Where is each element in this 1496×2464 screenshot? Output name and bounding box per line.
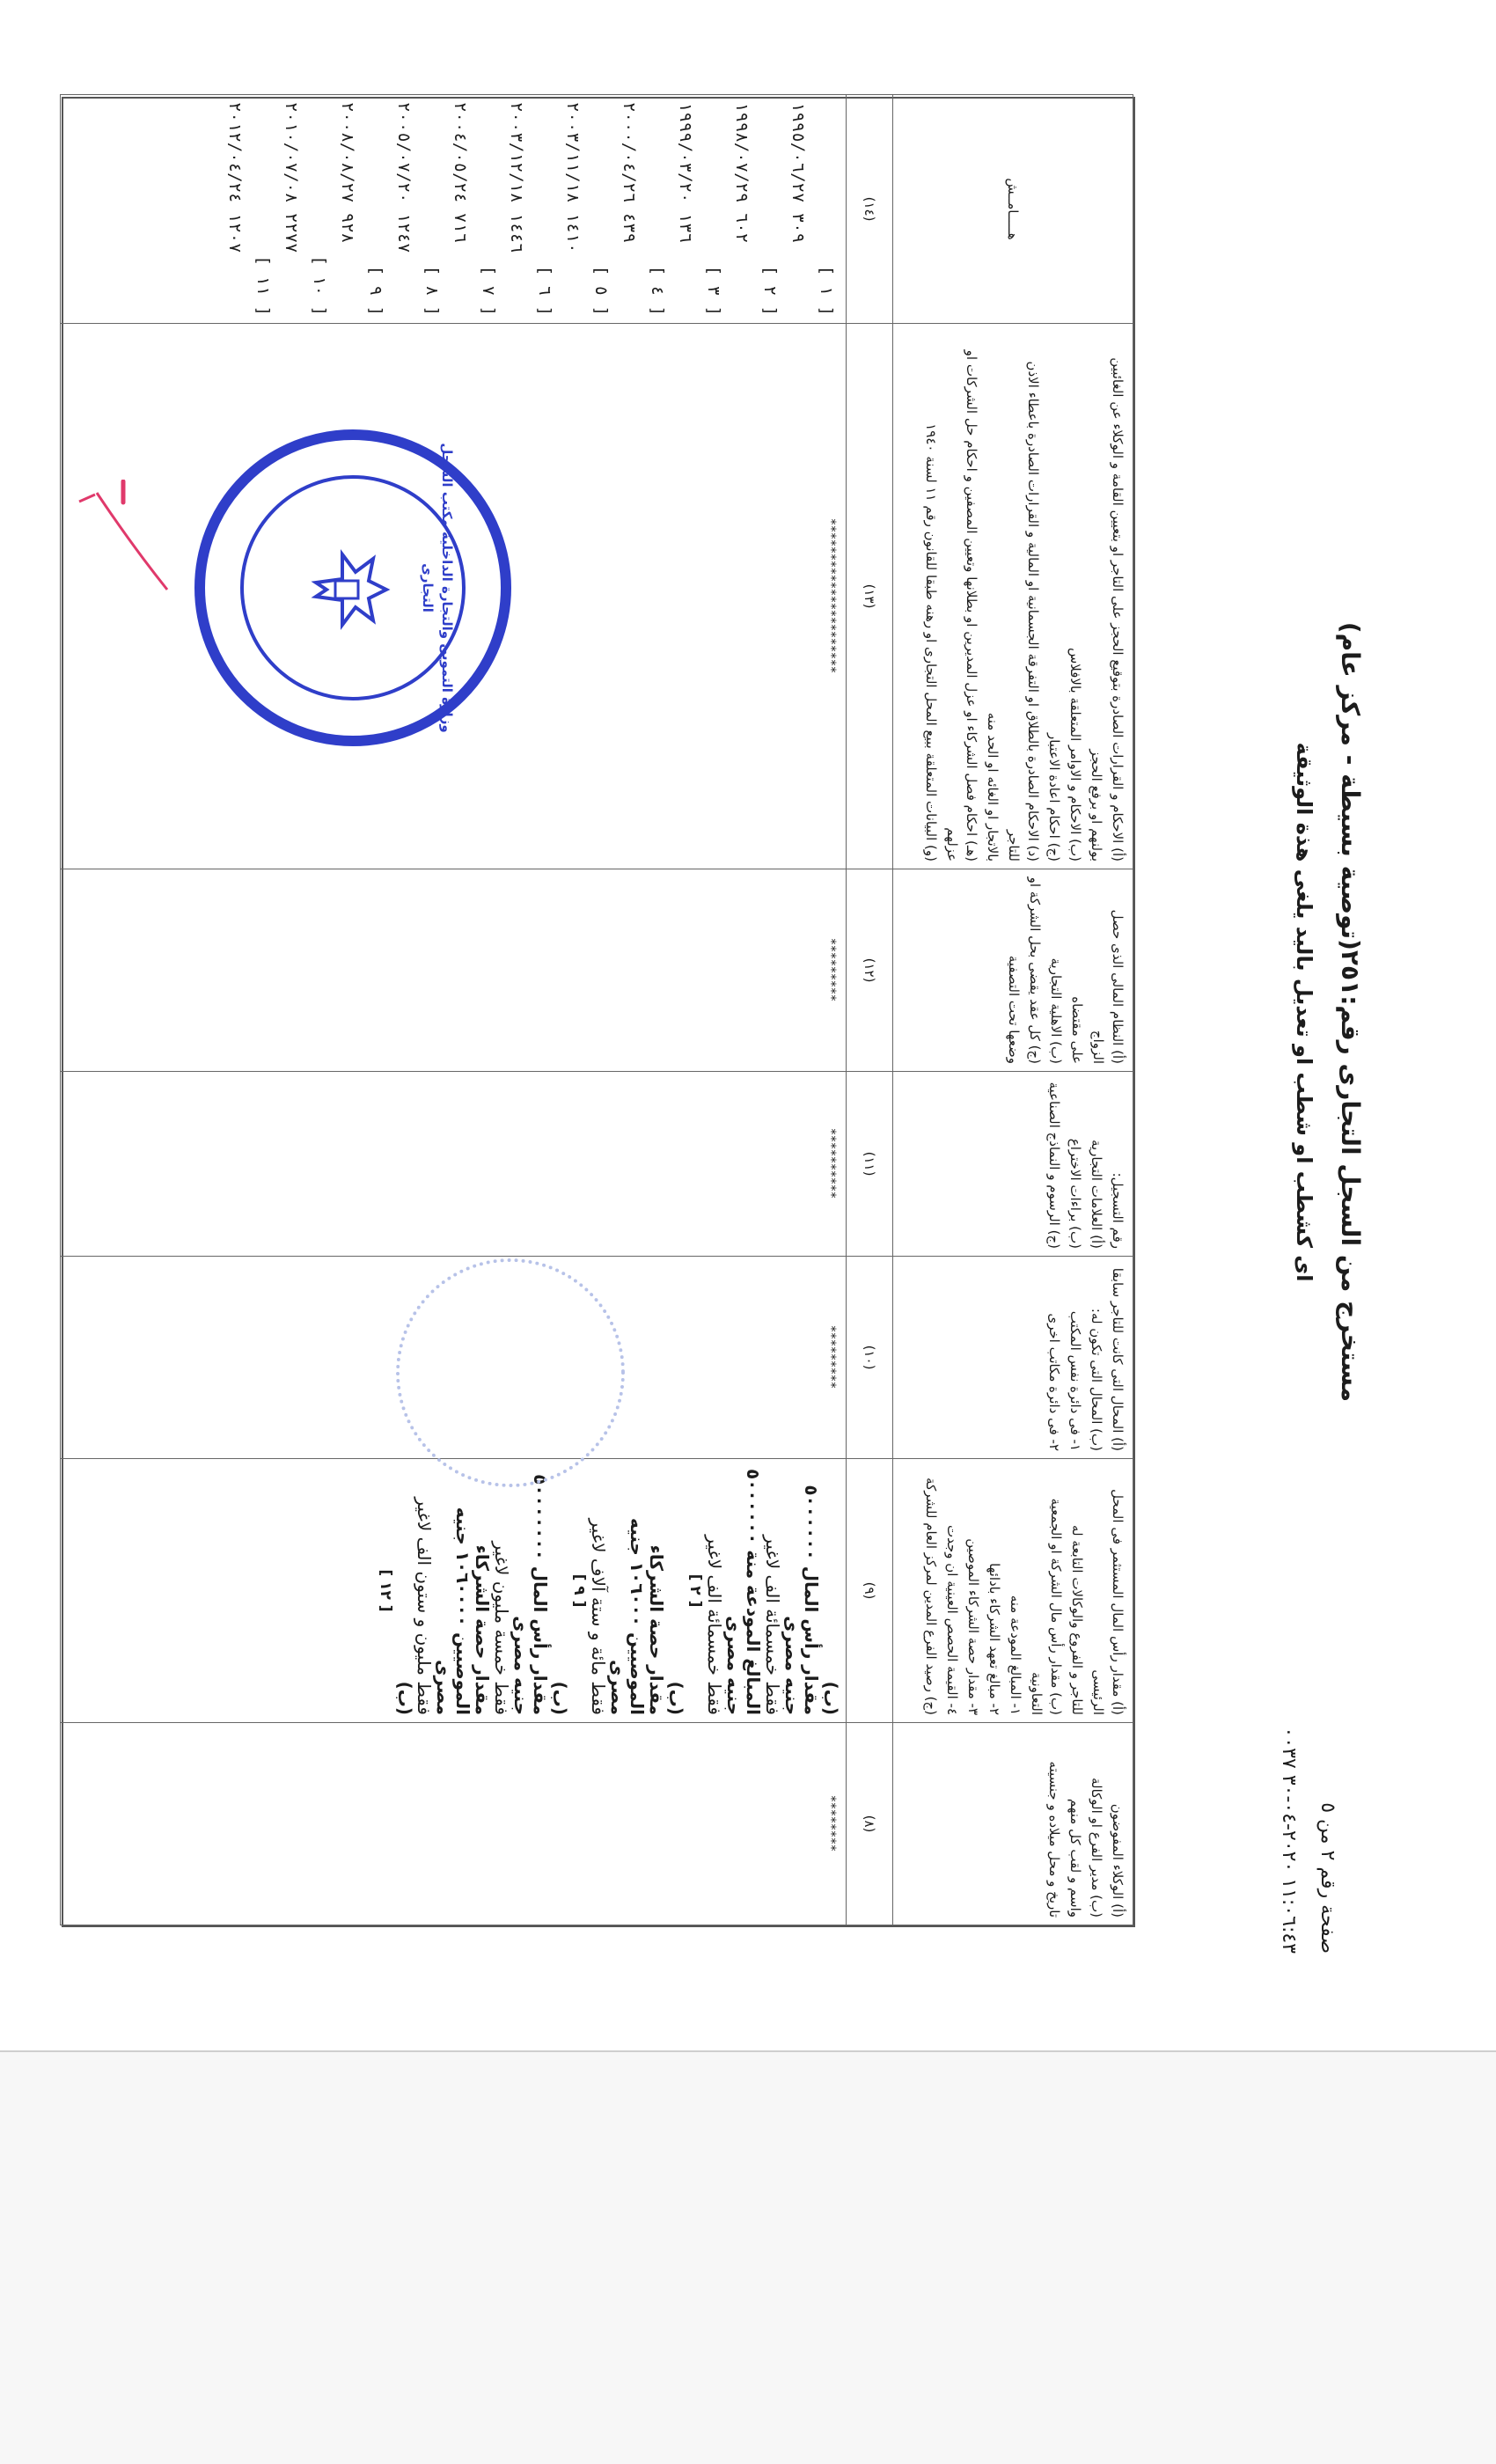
- col-11-line: رقم التسجيل:: [1110, 1172, 1126, 1249]
- col-8-stars: ********: [824, 1795, 838, 1852]
- col-10-line: (ب) المحال التى تكون له:: [1089, 1308, 1104, 1451]
- capital-ref: [ ٢ ]: [686, 1573, 704, 1608]
- margin-entry: ١٤٤٦ ٢٠٠٣/١٢/١٨: [507, 102, 526, 253]
- margin-ref: [ ٣ ]: [704, 265, 723, 316]
- capital-line: فقط مائة و ستة آلاف لاغير: [588, 1518, 609, 1715]
- margin-ref: [ ٧ ]: [479, 265, 498, 316]
- col-13-line: (ج) احكام اعادة الاعتبار: [1046, 732, 1062, 862]
- col-13-value: [61, 324, 847, 869]
- col-9-line: ٤- القيمة الحصص العينية ان وجدت: [944, 1525, 960, 1715]
- col-13-line: (ب) الاحكام و الاوامر المتعلقة بالافلاس: [1067, 648, 1083, 862]
- margin-entry: ١٤١٠ ٢٠٠٣/١١/١٨: [563, 102, 583, 253]
- margin-entry: ١٢٠٧ ٢٠١٢/٠٤/٢٤: [225, 102, 245, 253]
- margin-entry: ٤٣٩ ٢٠٠٠/٠٤/٢٦: [620, 102, 639, 244]
- col-9-line: (ب) مقدار رأس مال الشركة او الجمعية التعاونية: [1029, 1498, 1064, 1715]
- capital-line: مقدار رأس المال ٥٠٠٠٠٠٠٠ جنيه مصرى: [510, 1474, 551, 1715]
- capital-line: فقط مليون و ستون الف لاغير: [414, 1497, 435, 1715]
- capital-ref: [ ٩ ]: [570, 1573, 588, 1608]
- col-11-stars: **********: [824, 1128, 838, 1199]
- document-title-block: [1281, 44, 1373, 1980]
- col-13-line: بولنهم او برفع الحجز: [1089, 749, 1104, 862]
- col-12-number: (١٢): [847, 869, 893, 1072]
- col-10-line: (أ) المحال التى كانت للتاجر سابقا: [1110, 1267, 1126, 1451]
- col-13-heading: [893, 324, 1133, 869]
- col-9-number: (٩): [847, 1459, 893, 1723]
- print-datetime: ١١:٠٦:٤٣ ٢٠٢٠-٠٤-٣٠ ٠٠٣٧: [1278, 1727, 1300, 1954]
- col-9-line: (ج) رصيد الفرع المدين لمركز العام للشركة: [923, 1478, 939, 1715]
- col-11-heading: [893, 1072, 1133, 1257]
- capital-line: مقدار حصة الشركاء الموصيين ١٠٦٠٠٠٠ جنيه مصرى: [433, 1507, 493, 1715]
- col-8-line: (أ) الوكلاء المفوضون: [1110, 1803, 1126, 1918]
- col-10-number: (١٠): [847, 1257, 893, 1459]
- margin-entry: ٧١٦ ٢٠٠٤/٠٥/٢٤: [451, 102, 470, 244]
- col-13-line: بالاتجار او الغائه او الحد منه: [985, 712, 1001, 862]
- register-table-wrapper: [62, 97, 1135, 1927]
- margin-ref: [ ١٠ ]: [310, 255, 329, 316]
- document-title: مستخرج من السجل التجارى رقم:٢٥١(توصية بسيطة - مركز عام): [1336, 621, 1365, 1403]
- col-13-line: (و) البيانات المتعلقة ببيع المحل التجارى او رهنه طبقا للقانون رقم ١١ لسنة ١٩٤٠: [923, 423, 939, 862]
- col-10-line: ١- فى دائرة نفس المكتب: [1067, 1310, 1083, 1451]
- margin-ref: [ ٩ ]: [366, 265, 385, 316]
- col-14-heading: [893, 95, 1133, 324]
- col-12-line: (أ) النظام المالى الذى حصل الزواج: [1090, 909, 1126, 1064]
- col-12-line: وضعها تحت التصفية: [1006, 955, 1022, 1064]
- col-13-line: (أ) الاحكام و القرارات الصادرة بتوقيع الحجز على التاجر او بتعيين القامة و الوكلاء عن الغائبين: [1110, 357, 1126, 862]
- values-row: [61, 95, 847, 1925]
- document-subtitle: اى كشطب او شطب او تعديل باليد يلغى هذة الوثيقة: [1292, 742, 1316, 1282]
- col-11-line: (ج) الرسوم و النماذج الصناعية: [1046, 1082, 1062, 1249]
- margin-ref: [ ٨ ]: [422, 265, 442, 316]
- capital-line: فقط خمسة مليون لاغير: [491, 1541, 512, 1715]
- pen-dot-icon: [114, 480, 132, 506]
- capital-ref: [ ١٢ ]: [377, 1569, 394, 1612]
- capital-label: (ب): [549, 1681, 570, 1715]
- col-10-line: ٢- فى دائرة مكاتب اخرى: [1046, 1313, 1062, 1451]
- margin-entry: ٩٢٨ ٢٠٠٨/٠٨/٢٧: [338, 102, 357, 244]
- col-12-value: [61, 869, 847, 1072]
- margin-ref: [ ٢ ]: [760, 265, 780, 316]
- col-14-value: [61, 95, 847, 324]
- col-9-line: ١- المبالغ المودعة منه: [1008, 1595, 1023, 1715]
- col-9-value: [61, 1459, 847, 1723]
- col-12-stars: *********: [824, 938, 838, 1002]
- margin-ref: [ ١ ]: [817, 265, 836, 316]
- faint-seal: [396, 1258, 625, 1487]
- number-row: [847, 95, 893, 1925]
- rotated-content: [35, 44, 1373, 1980]
- col-11-line: (أ) العلامات التجارية: [1089, 1139, 1104, 1249]
- col-10-stars: *********: [824, 1325, 838, 1390]
- col-12-line: (ب) الاهلية التجارية: [1048, 957, 1064, 1064]
- col-9-line: للتاجر و الفروع والوكالات التابعة له: [1069, 1524, 1085, 1715]
- col-8-line: (ب) مدير الفرع او الوكالة: [1089, 1777, 1104, 1918]
- margin-entry: ٣٠٩ ١٩٩٥/٠٦/٢٧: [788, 102, 808, 244]
- col-13-stars: **********************: [824, 518, 838, 674]
- seal-text: وزارة التموين والتجارة الداخلية مكتب السجل التجارى: [420, 443, 455, 733]
- col-9-line: ٣- مقدار حصة الشركاء الموصين: [965, 1538, 981, 1715]
- margin-entry: ٢٢٧٧ ٢٠١٠/٠٧/٠٨: [282, 102, 301, 253]
- col-13-number: (١٣): [847, 324, 893, 869]
- capital-line: فقط خمسمائة الف لاغير: [704, 1535, 725, 1715]
- capital-line: مقدار حصة الشركاء الموصيين ١٠٦٠٠٠ جنيه مصرى: [607, 1517, 667, 1715]
- capital-label: (ب): [394, 1681, 415, 1715]
- margin-ref: [ ١١ ]: [253, 255, 273, 316]
- col-12-heading: [893, 869, 1133, 1072]
- margin-ref: [ ٥ ]: [591, 265, 611, 316]
- capital-label: (ب): [665, 1681, 686, 1715]
- margin-entry: ٦٠٢ ١٩٩٨/٠٧/٢٩: [732, 102, 752, 244]
- capital-line: المبالغ المودعة منة ٥٠٠٠٠٠٠ جنيه مصرى: [723, 1468, 764, 1715]
- col-14-line: هـــــامــش: [1005, 178, 1021, 240]
- col-8-value: [61, 1723, 847, 1925]
- capital-line: فقط خمسمائة الف لاغير: [762, 1535, 783, 1715]
- capital-label: (ب): [820, 1681, 841, 1715]
- col-12-line: على مقتضاه: [1069, 996, 1085, 1064]
- document-header: [1144, 44, 1373, 1980]
- col-11-line: (ب) براءات الاختراع: [1067, 1138, 1083, 1249]
- col-9-line: ٢- مبالغ تعهد الشركاء بادائها: [986, 1563, 1002, 1715]
- header-row: [893, 95, 1133, 1925]
- page-label: صفحة رقم ٢ من ٥: [1316, 1802, 1338, 1954]
- col-9-heading: [893, 1459, 1133, 1723]
- col-14-number: (١٤): [847, 95, 893, 324]
- register-table: [60, 94, 1133, 1925]
- official-seal: [194, 429, 511, 746]
- margin-ref: [ ٦ ]: [535, 265, 554, 316]
- col-12-line: (ج) كل عقد يقضى بحل الشركة او: [1027, 876, 1043, 1064]
- capital-line: مقدار رأس المال ٥٠٠٠٠٠٠ جنيه مصرى: [781, 1485, 822, 1715]
- margin-entry: ١٣٦ ١٩٩٩/٠٣/٢٠: [676, 102, 695, 244]
- background-area: [0, 2052, 1496, 2464]
- col-9-line: (أ) مقدار رأس المال المستثمر فى المحل الرئيسى: [1090, 1489, 1126, 1715]
- col-10-heading: [893, 1257, 1133, 1459]
- margin-ref: [ ٤ ]: [648, 265, 667, 316]
- col-13-line: (د) الاحكام الصادرة بالطلاق او التفرقة الجسمانية او المالية و القرارات الصادرة باعطاء الاذن للتاجر: [1006, 361, 1041, 862]
- col-8-heading: [893, 1723, 1133, 1925]
- margin-entry: ١٢٤٧ ٢٠٠٥/٠٧/٢٠: [394, 102, 414, 253]
- col-8-number: (٨): [847, 1723, 893, 1925]
- eagle-emblem-icon: [307, 546, 395, 634]
- col-11-number: (١١): [847, 1072, 893, 1257]
- margin-entries: [221, 102, 840, 316]
- col-8-line: تاريخ و محل ميلاده و جنسيته: [1046, 1761, 1062, 1918]
- col-8-line: واسم و لقب كل منهم: [1067, 1798, 1083, 1918]
- col-11-value: [61, 1072, 847, 1257]
- col-13-line: (هـ) احكام فصل الشركاء او عزل المديرين او بطلانها وتعيين المصفين و احكام حل الشركات او عزلهم: [944, 349, 979, 862]
